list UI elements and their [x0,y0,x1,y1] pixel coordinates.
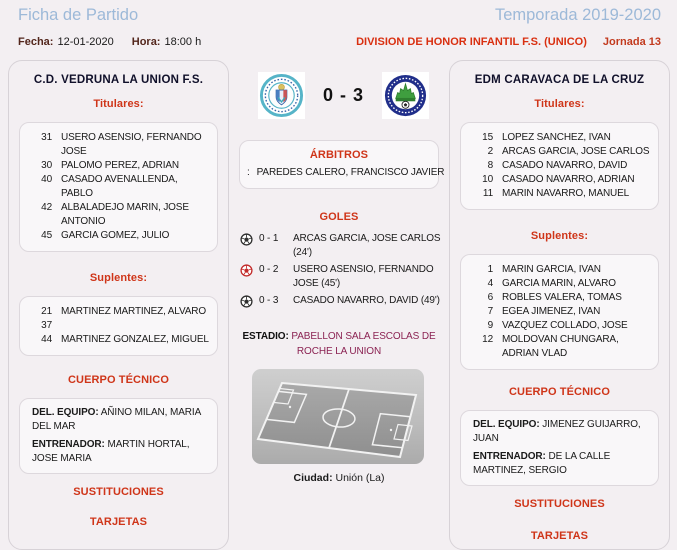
delegate-line [473,418,646,446]
player-row [30,201,211,229]
date-time [18,36,201,48]
referee-line [244,167,445,178]
player-name: MARIN GARCIA, IVAN [502,264,601,275]
goal-scorer: USERO ASENSIO, FERNANDO JOSE (45') [293,264,434,289]
stadium-name: PABELLON SALA ESCOLAS DE ROCHE LA UNION [291,331,436,357]
player-row [471,319,652,333]
home-team-name: C.D. VEDRUNA LA UNION F.S. [33,74,204,86]
home-substitutions-heading: SUSTITUCIONES [73,486,164,498]
page-title: Ficha de Partido [18,6,139,24]
referee-prefix: : [247,167,250,178]
player-name: GARCIA MARIN, ALVARO [502,278,616,289]
date-value: 12-01-2020 [57,36,114,48]
player-name: EGEA JIMENEZ, IVAN [502,306,601,317]
competition-info [356,36,661,48]
player-name [61,319,211,333]
player-name: CASADO AVENALLENDA, PABLO [61,174,178,199]
player-row [471,305,652,319]
goal-row [240,232,441,260]
player-number: 6 [487,292,493,303]
goal-row [240,263,441,291]
coach-line [473,450,646,478]
city-name: Unión (La) [335,472,385,484]
match-center [229,60,449,484]
soccer-ball-icon [240,295,253,308]
delegate-name: JIMENEZ GUIJARRO, JUAN [473,419,641,444]
home-suplentes-heading: Suplentes: [89,272,148,284]
player-row [471,187,652,201]
vedruna-club-crest [258,72,305,119]
home-titulares-list [19,122,218,252]
match-info-bar [0,36,677,52]
away-suplentes-list [460,254,659,370]
player-name: GARCIA GOMEZ, JULIO [61,230,170,241]
score-row [229,72,449,119]
soccer-ball-icon [240,264,253,277]
goals-list [229,232,441,308]
player-name: MARIN NAVARRO, MANUEL [502,188,630,199]
player-row [30,319,211,333]
player-number: 8 [487,160,493,171]
delegate-line [32,406,205,434]
city-label: Ciudad: [293,472,333,484]
delegate-label: DEL. EQUIPO: [473,419,540,430]
soccer-ball-icon [240,233,253,246]
player-row [30,173,211,201]
stadium-field-image [252,369,424,464]
player-number: 21 [41,306,52,317]
player-name: VAZQUEZ COLLADO, JOSE [502,320,628,331]
referees-heading: ÁRBITROS [309,149,369,161]
player-name: ROBLES VALERA, TOMAS [502,292,622,303]
caravaca-club-crest [382,72,429,119]
player-number: 7 [487,306,493,317]
coach-name: DE LA CALLE MARTINEZ, SERGIO [473,451,611,476]
player-row [471,173,652,187]
player-number: 45 [41,230,52,241]
stadium-line [234,329,444,359]
matchday-label: Jornada 13 [602,36,661,48]
player-number: 9 [487,320,493,331]
goals-heading: GOLES [319,211,359,223]
away-suplentes-heading: Suplentes: [530,230,589,242]
coach-line [32,438,205,466]
goal-score: 0 - 2 [259,264,279,275]
player-number: 42 [41,202,52,213]
goal-scorer: CASADO NAVARRO, DAVID (49') [293,295,440,306]
delegate-name: AÑINO MILAN, MARIA DEL MAR [32,407,201,432]
player-number: 31 [41,132,52,143]
player-name: CASADO NAVARRO, DAVID [502,160,628,171]
time-label: Hora: [131,36,161,48]
home-titulares-heading: Titulares: [93,98,144,110]
goal-scorer: ARCAS GARCIA, JOSE CARLOS (24') [293,233,441,258]
away-titulares-heading: Titulares: [534,98,585,110]
player-row [30,229,211,243]
player-name: USERO ASENSIO, FERNANDO JOSE [61,132,202,157]
goal-row [240,294,441,308]
player-name: MARTINEZ GONZALEZ, MIGUEL [61,334,209,345]
away-team-name: EDM CARAVACA DE LA CRUZ [474,74,645,86]
away-cards-heading: TARJETAS [530,530,589,542]
player-row [471,131,652,145]
player-name: LOPEZ SANCHEZ, IVAN [502,132,611,143]
player-number: 40 [41,174,52,185]
player-number: 44 [41,334,52,345]
home-cards-heading: TARJETAS [89,516,148,528]
goal-score: 0 - 1 [259,233,279,244]
away-staff-heading: CUERPO TÉCNICO [508,386,611,398]
division-name: DIVISION DE HONOR INFANTIL F.S. (UNICO) [356,36,587,48]
player-name: ALBALADEJO MARIN, JOSE ANTONIO [61,202,189,227]
player-number: 10 [482,174,493,185]
player-row [471,291,652,305]
player-row [471,277,652,291]
player-row [30,159,211,173]
player-row [30,305,211,319]
player-row [471,263,652,277]
away-staff-box [460,410,659,486]
player-number: 37 [41,320,52,331]
player-number: 12 [482,334,493,345]
goal-score: 0 - 3 [259,295,279,306]
away-substitutions-heading: SUSTITUCIONES [514,498,605,510]
player-name: PALOMO PEREZ, ADRIAN [61,160,179,171]
home-suplentes-list [19,296,218,356]
player-number: 4 [487,278,493,289]
player-number: 30 [41,160,52,171]
player-number: 15 [482,132,493,143]
player-number: 2 [487,146,493,157]
player-row [471,333,652,361]
coach-label: ENTRENADOR: [473,451,546,462]
player-row [471,145,652,159]
player-name: MARTINEZ MARTINEZ, ALVARO [61,306,206,317]
city-line [229,472,449,484]
player-row [30,131,211,159]
header-bar [0,6,677,30]
player-number: 11 [482,188,493,199]
player-number: 1 [487,264,493,275]
home-staff-box [19,398,218,474]
home-staff-heading: CUERPO TÉCNICO [67,374,170,386]
time-value: 18:00 h [164,36,202,48]
referee-name: PAREDES CALERO, FRANCISCO JAVIER [256,167,445,178]
referees-box [239,140,445,189]
coach-name: MARTIN HORTAL, JOSE MARIA [32,439,190,464]
coach-label: ENTRENADOR: [32,439,105,450]
player-name: ARCAS GARCIA, JOSE CARLOS [502,146,650,157]
player-name: MOLDOVAN CHUNGARA, ADRIAN VLAD [502,334,619,359]
delegate-label: DEL. EQUIPO: [32,407,99,418]
stadium-label: ESTADIO: [242,331,289,342]
away-titulares-list [460,122,659,210]
away-team-panel [449,60,670,550]
season-label: Temporada 2019-2020 [494,6,661,24]
player-name: CASADO NAVARRO, ADRIAN [502,174,635,185]
match-score: 0 - 3 [322,85,365,105]
home-team-panel [8,60,229,550]
player-row [471,159,652,173]
player-row [30,333,211,347]
date-label: Fecha: [18,36,54,48]
